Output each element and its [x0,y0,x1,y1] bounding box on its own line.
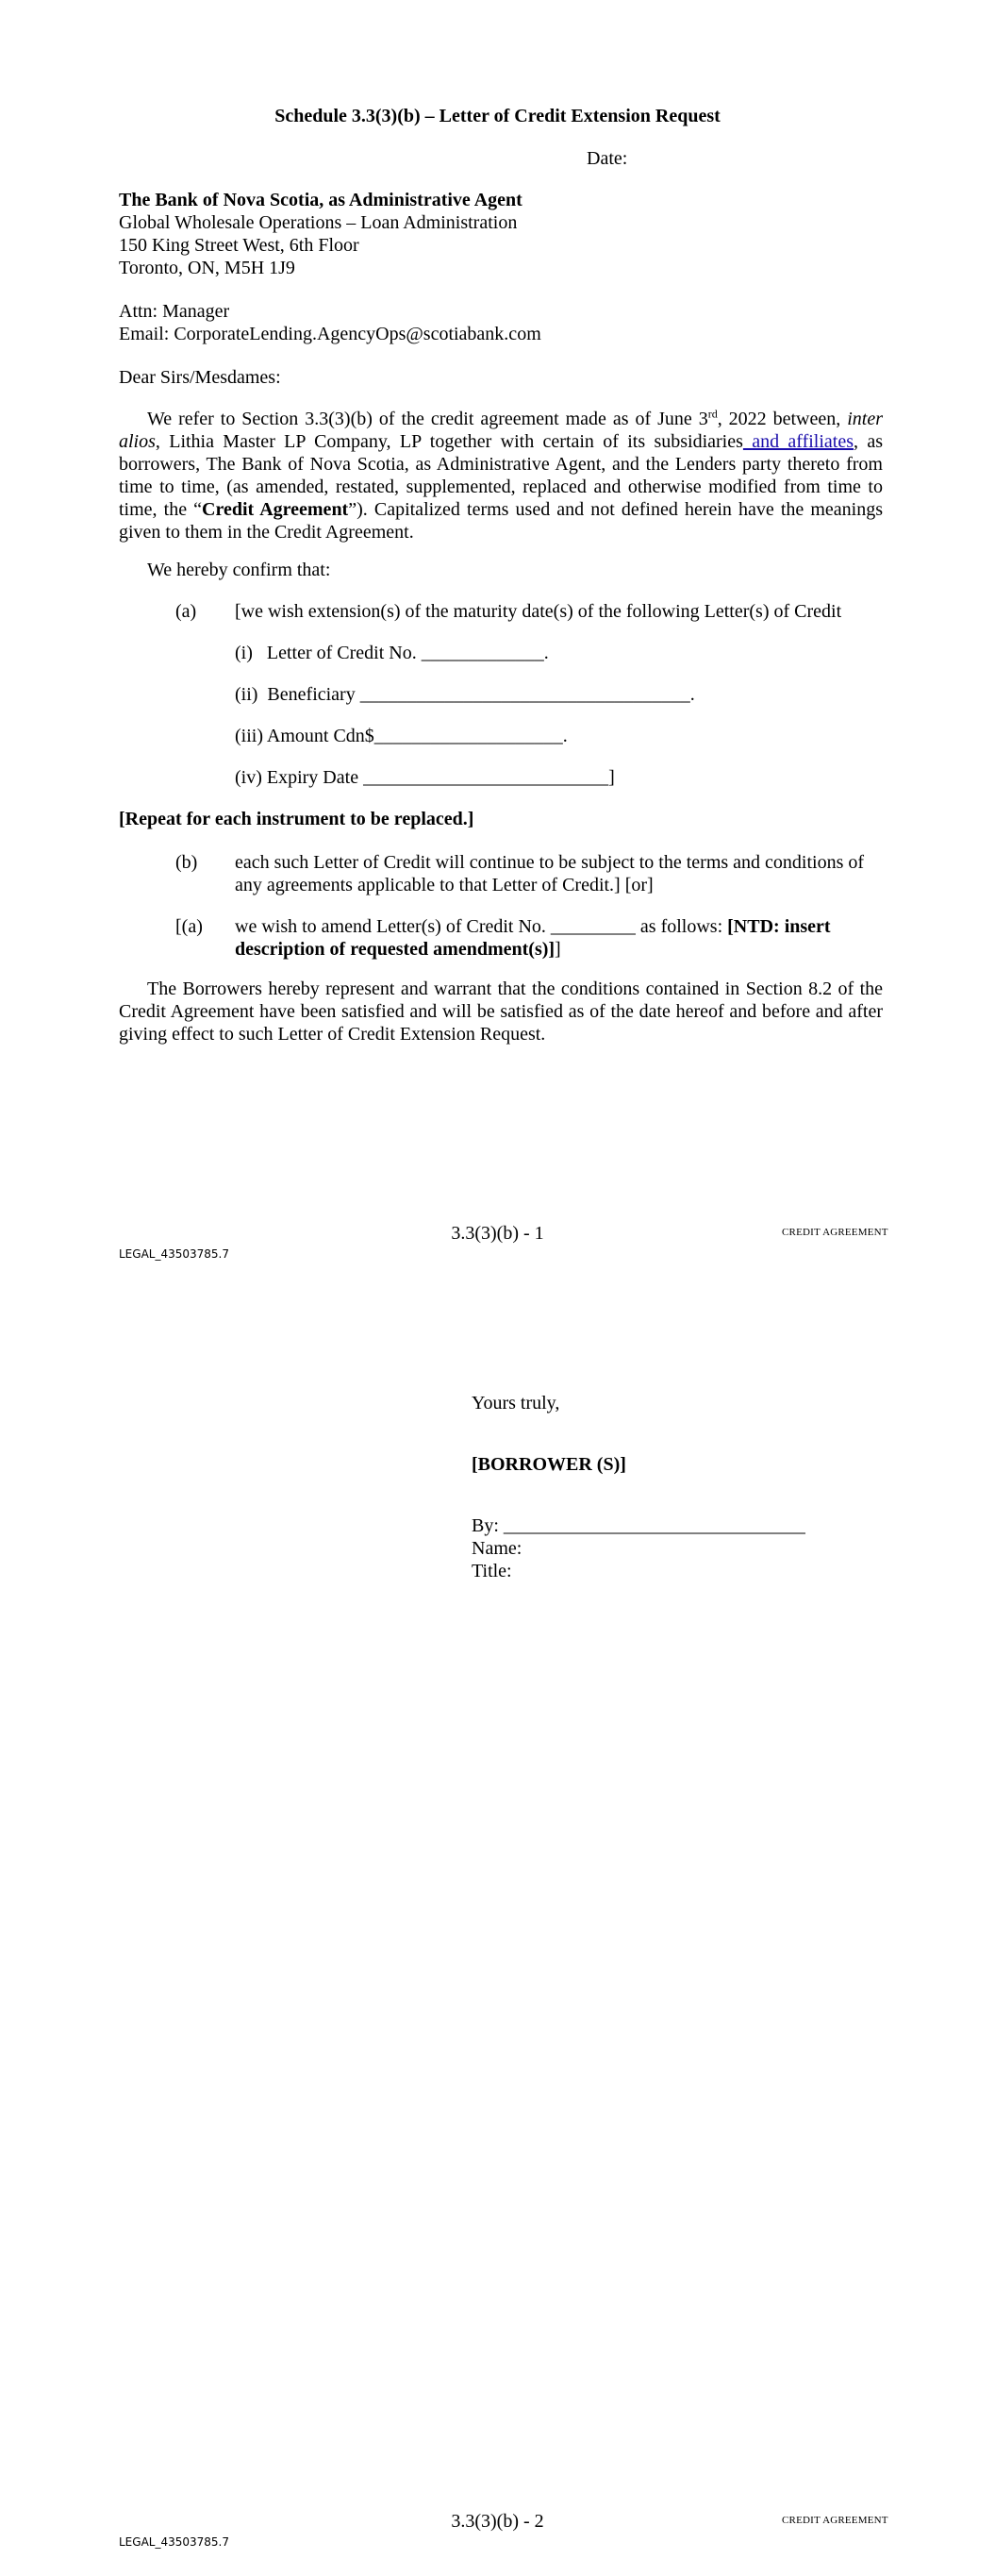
item-a-label: (a) [175,601,197,622]
attention-block [119,300,881,345]
salutation: Dear Sirs/Mesdames: [119,367,281,388]
item-a2-ntd: [NTD: insert description of requested amendment(s)] [235,916,831,960]
intro-text-e: ”). Capitalized terms used and not defined herein have the meanings given to them in the Credit Agreement. [119,499,884,543]
affiliates-link[interactable]: and affiliates [742,431,854,452]
intro-paragraph [119,408,883,544]
signature-title: Title: [472,1561,512,1581]
item-a2-end: ] [555,939,561,960]
page-number: 3.3(3)(b) - 2 [451,2511,544,2532]
confirm-line: We hereby confirm that: [147,560,331,580]
inter-alios: inter alios [119,409,883,452]
page-2 [0,1288,995,2576]
item-b-text: each such Letter of Credit will continue to be subject to the terms and conditions of any agreements applicable to that Letter of Credit.] [or] [235,852,865,895]
document-title: Schedule 3.3(3)(b) – Letter of Credit Extension Request [274,106,721,126]
sub-item-iv: (iv) Expiry Date __________________________] [235,767,615,788]
signature-name: Name: [472,1538,522,1559]
footer-legal-id: LEGAL_43503785.7 [119,2535,229,2549]
intro-text-c: , Lithia Master LP Company, LP together with certain of its subsidiaries [155,431,743,452]
footer-legal-id: LEGAL_43503785.7 [119,1247,229,1261]
item-a-text: [we wish extension(s) of the maturity date(s) of the following Letter(s) of Credit [235,601,842,622]
footer-credit-agreement: CREDIT AGREEMENT [782,2515,888,2526]
representation-paragraph: The Borrowers hereby represent and warrant that the conditions contained in Section 8.2 of the Credit Agreement have been satisfied and will be satisfied as of the date hereof and before and after giving effect to such Letter of Credit Extension Request. [119,979,883,1045]
date-label: Date: [587,148,628,169]
addressee-name: The Bank of Nova Scotia, as Administrative Agent [119,190,522,210]
item-a2-label: [(a) [175,916,203,937]
item-b-label: (b) [175,852,198,873]
sub-item-i: (i) Letter of Credit No. _____________. [235,643,549,663]
page-number: 3.3(3)(b) - 1 [451,1223,544,1244]
item-a2-text: we wish to amend Letter(s) of Credit No. _________ as follows: [235,916,728,937]
closing-line: Yours truly, [472,1393,560,1413]
sub-item-ii: (ii) Beneficiary ___________________________________. [235,684,695,705]
footer-credit-agreement: CREDIT AGREEMENT [782,1227,888,1238]
item-a2-paragraph [235,915,881,961]
attn-line: Attn: Manager [119,301,230,322]
credit-agreement-term: Credit Agreement [202,499,349,520]
repeat-note: [Repeat for each instrument to be replaced.] [119,809,474,829]
borrower-placeholder: [BORROWER (S)] [472,1454,626,1475]
intro-superscript: rd [707,407,718,421]
address-line-2: 150 King Street West, 6th Floor [119,235,359,256]
intro-text-d: , as borrowers, The Bank of Nova Scotia, as Administrative Agent, and the Lenders party thereto from time to time, (as amended, restated, supplemented, replaced and otherwise modified from time to time, the “ [119,431,883,520]
intro-text-a: We refer to Section 3.3(3)(b) of the credit agreement made as of June 3 [147,409,708,429]
address-line-3: Toronto, ON, M5H 1J9 [119,258,295,278]
sub-item-iii: (iii) Amount Cdn$____________________. [235,726,568,746]
signature-by-line: By: ________________________________ [472,1515,805,1536]
address-line-1: Global Wholesale Operations – Loan Administration [119,212,518,233]
email-line: Email: CorporateLending.AgencyOps@scotiabank.com [119,324,541,344]
addressee-block [119,189,881,279]
intro-text-b: , 2022 between, [717,409,848,429]
